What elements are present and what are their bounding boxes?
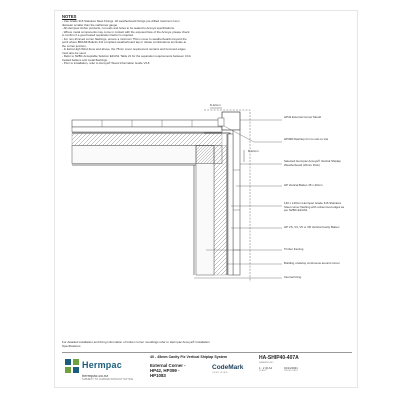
note-line: must also be used. (62, 50, 87, 55)
scale-label: SCALE (259, 370, 266, 372)
issued-date-value: 01/11/2021 (284, 365, 298, 370)
note-line: to confirm if a good tested separation barrier is required. (62, 33, 134, 37)
installation-footnote: For detailed installation and fixing information of timber corner mouldings refer to Hermpac Accoya® Installation Specifications (62, 340, 210, 348)
note-line: - Where metal components may come in contact with the exposed face of the Accoya, please check (62, 29, 190, 34)
note-line: - Prior to installation, refer to Accoya® Wood Information Guide V3.8 (62, 61, 150, 65)
drawing-title (150, 363, 186, 379)
top-weatherboard (72, 120, 222, 127)
callout-corner-flashing: 140 x 140mm Hermpac Grade 316 Stainless Steel corner flashing with unhemmed edges as per NZBC E2/AS1 (284, 201, 345, 212)
notes-section (62, 14, 302, 66)
drawing-title-line: External Corner - (150, 363, 186, 368)
drawing-number-label: DRAWING NO (259, 361, 274, 364)
callout-batten: HP Vertical Batten 45 x 40mm (284, 183, 323, 187)
note-line: - All Hermpac timber products, cut ends and holes to be sealed to Accoya specifications. (62, 26, 175, 30)
top-building-underlay (72, 132, 222, 134)
callout-flashtop-trim: HP398 Flashtop trim to suit on site (284, 137, 329, 141)
dimension-label-side: 8-12mm (248, 149, 259, 153)
side-wall-assembly (194, 130, 240, 275)
corner-mould (222, 112, 240, 130)
hermpac-logo-icon (65, 359, 79, 373)
flashtop-trim (218, 118, 224, 126)
codemark-certified: CERTIFIED (212, 371, 229, 374)
side-insulation (214, 146, 227, 276)
corner-stud (196, 146, 214, 164)
callout-building-underlay: Building underlay continuous around corner (284, 261, 340, 265)
note-line: treated battens and metal flashings. (62, 57, 108, 62)
drawing-number: HA-SHIP40-407A (259, 355, 299, 361)
side-timber-framing (196, 146, 214, 276)
note-line: - For non-trimmed corner flashings, ensure a minimum 75mm cover to weatherboards beyond the (62, 36, 187, 41)
note-line: - In Extra High Wind Zone and above, the 75mm cover requirement remains and hemmed edges (62, 47, 186, 51)
note-line: the corner junction. (62, 43, 87, 48)
codemark-logo: CodeMark (212, 364, 244, 371)
side-weatherboard (233, 130, 240, 275)
note-line: - Use Grade 316 Stainless Steel Fixings. All weatherboard fixings pre-drilled maximum 1mm (62, 19, 180, 23)
issued-date-label: ISSUED DATE (284, 370, 298, 372)
dimension-label-top: 8-12mm (210, 103, 221, 107)
brand-disclaimer: SUBJECT TO CHANGE WITHOUT NOTICE (82, 378, 134, 381)
note-line: - Refer to NZBC Acceptable Solution E2/AS1 Table 21 for the separation requirements between CCA (62, 54, 191, 58)
brand-name: Hermpac (82, 360, 122, 370)
notes-title: NOTES (62, 14, 77, 19)
drawing-title-line: HP42, HP399 - (150, 368, 180, 374)
notes-list (62, 20, 302, 66)
title-block (62, 352, 352, 385)
side-cavity-batten (228, 134, 233, 275)
callout-cavity-batten: HP VS, V4, V5 or VR Vertical Cavity Batten (284, 225, 340, 229)
brand-website: hermpac.co.nz (82, 373, 109, 378)
callout-internal-lining: Internal lining (284, 275, 302, 279)
system-title: 40 - 45mm Cavity Fix Vertical Shiplap System (150, 355, 228, 359)
callout-corner-mould: HP42 External Corner Mould (284, 115, 321, 119)
scale-value: 1 : 2 @ A4 (259, 365, 273, 370)
top-insulation (72, 134, 222, 146)
callout-weatherboard: Selected Hermpac Accoya® Vertical Shiplap Weatherboard (20mm thick) (284, 159, 341, 167)
note-line: diameter smaller than the nail/screw gauge. (62, 22, 118, 27)
drawing-title-line: HP1083 (150, 373, 166, 379)
note-line: point where BRANZ Bulletin 411 compliant weatherboard tap or rebate combinations terminate at (62, 40, 186, 44)
callout-timber-framing: Timber framing (284, 247, 304, 251)
side-building-underlay (227, 134, 229, 275)
top-cavity-batten (72, 127, 222, 132)
